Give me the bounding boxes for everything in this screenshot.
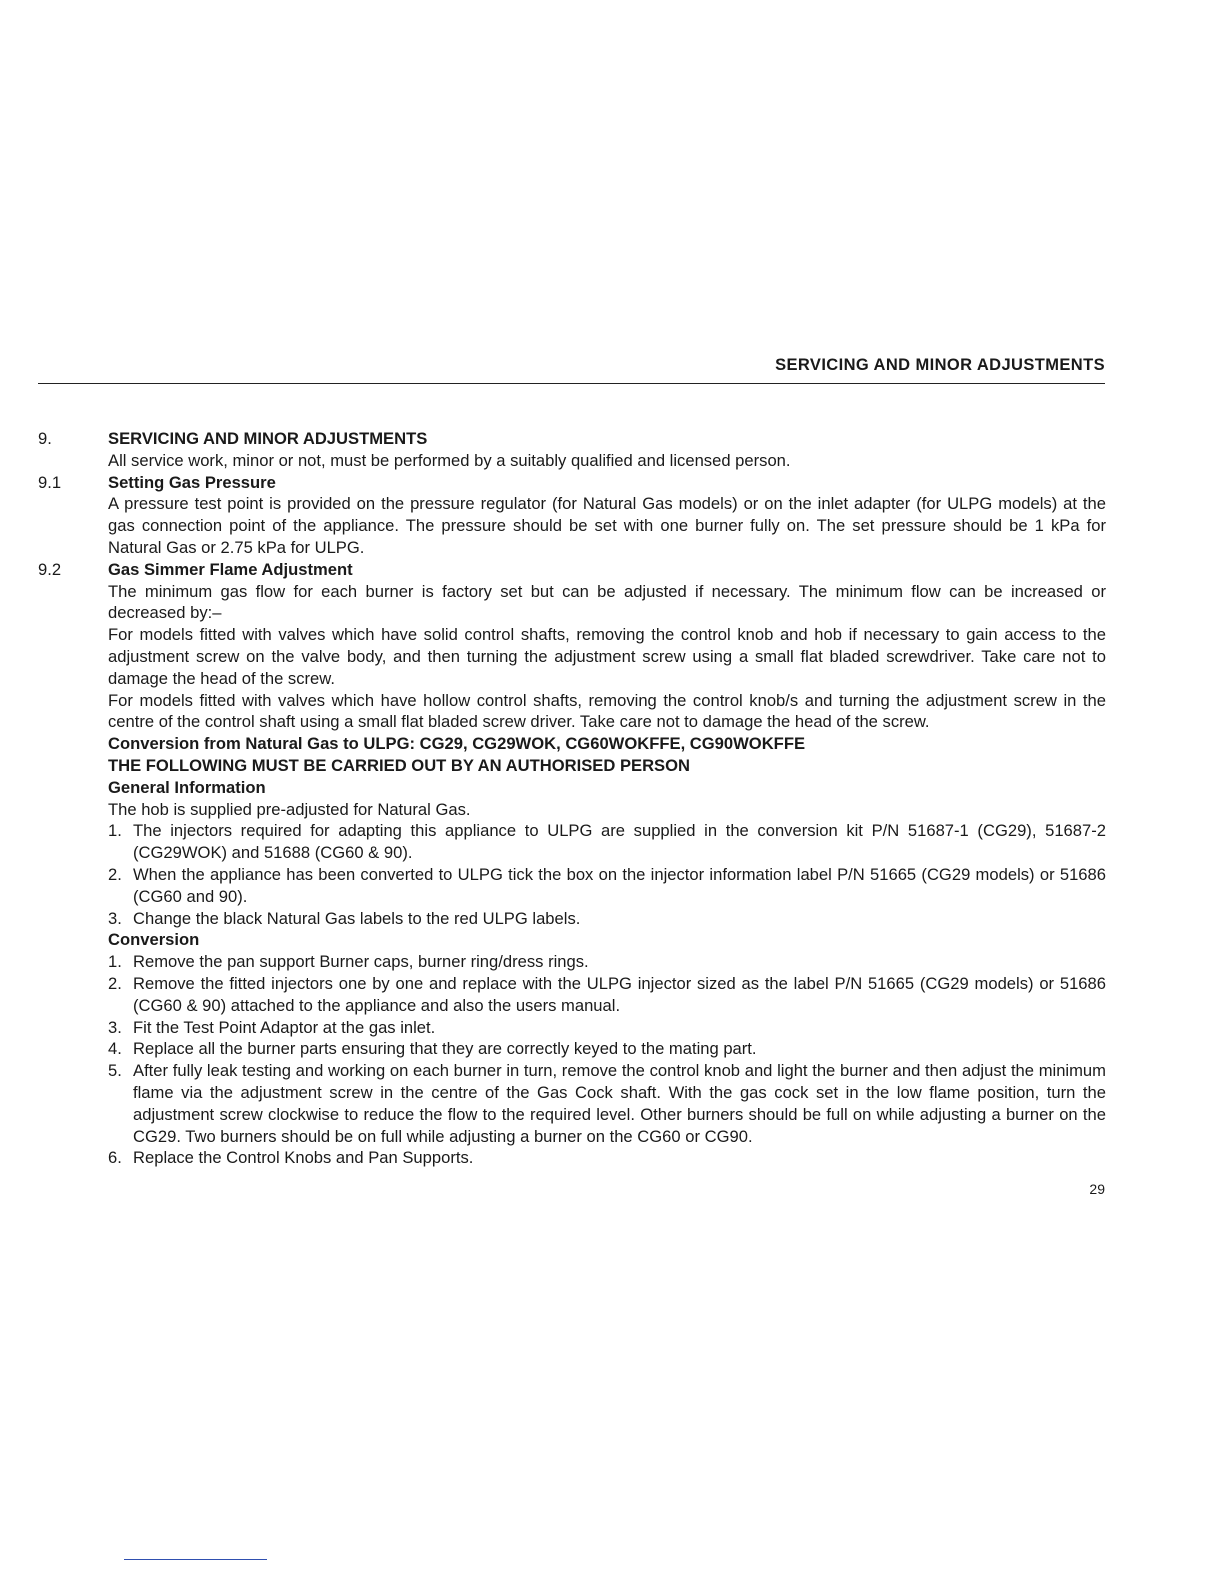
section-9-1-heading [38, 472, 1106, 494]
list-item [108, 951, 1106, 973]
list-item [108, 820, 1106, 864]
list-item [108, 1017, 1106, 1039]
section-9-2-heading [38, 559, 1106, 581]
list-item-number: 3. [108, 1017, 122, 1037]
list-item-number: 2. [108, 973, 122, 993]
list-item-text: Fit the Test Point Adaptor at the gas inlet. [133, 1017, 436, 1037]
list-item-text: Remove the pan support Burner caps, burner ring/dress rings. [133, 952, 589, 972]
list-item-text: Remove the fitted injectors one by one and replace with the ULPG injector sized as the label P/N 51665 (CG29 models) or 51686 (CG60 & 90) attached to the appliance and also the users manual. [133, 973, 1106, 1015]
list-item-number: 6. [108, 1148, 122, 1168]
list-item-text: Replace the Control Knobs and Pan Supports. [133, 1148, 474, 1168]
conversion-title: Conversion [108, 930, 200, 950]
list-item-number: 1. [108, 821, 122, 841]
list-item-number: 2. [108, 864, 122, 884]
conversion-steps-list [108, 951, 1106, 1169]
section-9-2-para-2: For models fitted with valves which have solid control shafts, removing the control knob and hob if necessary to gain access to the adjustment screw on the valve body, and then turning the adjustment screw using a small flat bladed screwdriver. Take care not to damage the head of the screw. [108, 625, 1106, 688]
section-9-title: SERVICING AND MINOR ADJUSTMENTS [108, 429, 428, 448]
general-information-list [108, 820, 1106, 929]
list-item-number: 1. [108, 952, 122, 972]
page-header-title: SERVICING AND MINOR ADJUSTMENTS [775, 356, 1105, 374]
header-divider [38, 383, 1105, 384]
general-information-intro: The hob is supplied pre-adjusted for Natural Gas. [108, 799, 471, 819]
list-item-number: 3. [108, 908, 122, 928]
list-item-text: When the appliance has been converted to ULPG tick the box on the injector information label P/N 51665 (CG29 models) or 51686 (CG60 and 90). [133, 864, 1106, 906]
section-9-2-para-3: For models fitted with valves which have hollow control shafts, removing the control knob/s and turning the adjustment screw in the centre of the control shaft using a small flat bladed screw driver. Take care not to damage the head of the screw. [108, 690, 1106, 732]
section-9-1-number: 9.1 [38, 472, 62, 492]
authorised-person-warning: THE FOLLOWING MUST BE CARRIED OUT BY AN AUTHORISED PERSON [108, 755, 691, 775]
general-information-title: General Information [108, 777, 266, 797]
list-item-text: The injectors required for adapting this appliance to ULPG are supplied in the conversion kit P/N 51687-1 (CG29), 51687-2 (CG29WOK) and 51688 (CG60 & 90). [133, 821, 1106, 863]
list-item-text: Change the black Natural Gas labels to the red ULPG labels. [133, 908, 581, 928]
conversion-heading: Conversion from Natural Gas to ULPG: CG29, CG29WOK, CG60WOKFFE, CG90WOKFFE [108, 734, 806, 754]
list-item-number: 5. [108, 1061, 122, 1081]
section-9-2-para-1: The minimum gas flow for each burner is factory set but can be adjusted if necessary. The minimum flow can be increased or decreased by:– [108, 581, 1106, 623]
section-9-intro: All service work, minor or not, must be performed by a suitably qualified and licensed person. [108, 450, 791, 470]
list-item [108, 864, 1106, 908]
section-9-2-number: 9.2 [38, 559, 62, 579]
section-9-number: 9. [38, 429, 52, 448]
list-item [108, 1038, 1106, 1060]
section-9-heading [38, 428, 1106, 450]
document-body [38, 428, 1106, 1169]
list-item-text: Replace all the burner parts ensuring that they are correctly keyed to the mating part. [133, 1039, 757, 1059]
list-item [108, 1147, 1106, 1169]
footer-divider [124, 1559, 267, 1560]
list-item-text: After fully leak testing and working on each burner in turn, remove the control knob and light the burner and then adjust the minimum flame via the adjustment screw in the centre of the Gas Cock shaft. With the gas cock set in the low flame position, turn the adjustment screw clockwise to reduce the flow to the required level. Other burners should be full on while adjusting a burner on the CG29. Two burners should be on full while adjusting a burner on the CG60 or CG90. [133, 1061, 1106, 1146]
section-9-1-title: Setting Gas Pressure [108, 472, 276, 492]
list-item [108, 908, 1106, 930]
list-item-number: 4. [108, 1039, 122, 1059]
page-number: 29 [1089, 1181, 1105, 1197]
section-9-1-body: A pressure test point is provided on the pressure regulator (for Natural Gas models) or on the inlet adapter (for ULPG models) at the gas connection point of the appliance. The pressure should be set with one burner fully on. The set pressure should be 1 kPa for Natural Gas or 2.75 kPa for ULPG. [108, 494, 1106, 557]
section-9-2-title: Gas Simmer Flame Adjustment [108, 559, 353, 579]
list-item [108, 1060, 1106, 1147]
list-item [108, 973, 1106, 1017]
